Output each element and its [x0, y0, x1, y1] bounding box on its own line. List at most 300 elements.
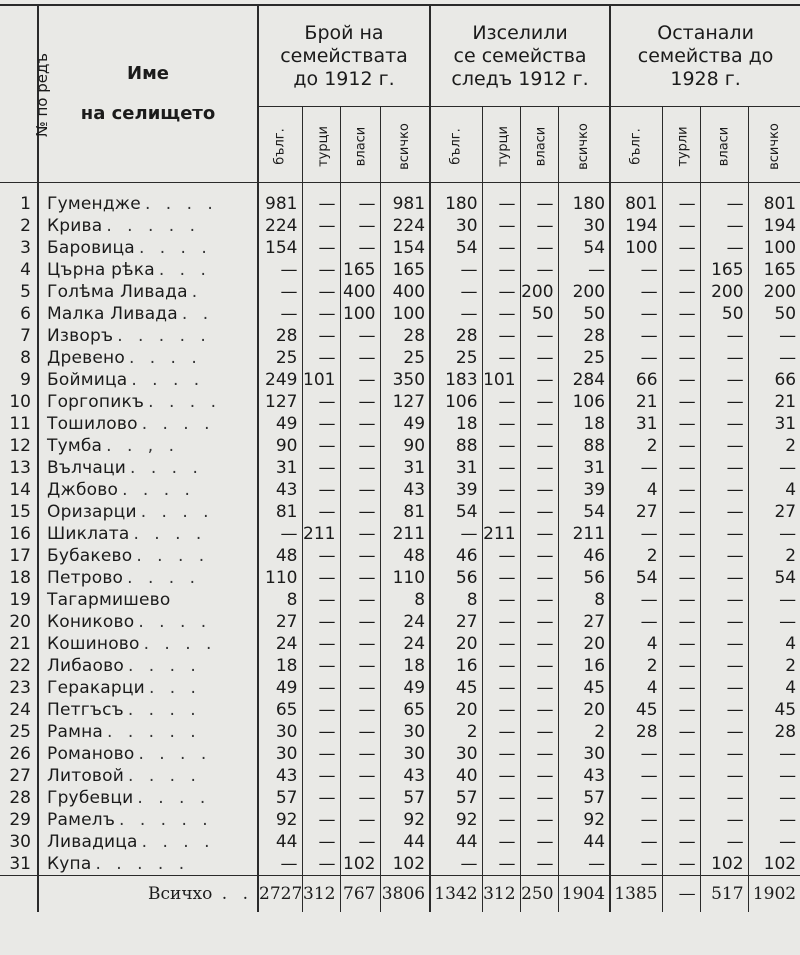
value-cell: 57: [430, 787, 482, 809]
row-number: 1: [20, 194, 31, 214]
value-cell: 20: [558, 633, 610, 655]
value-cell: —: [302, 303, 340, 325]
subheader-label: власи: [532, 126, 548, 167]
settlements-table: [0, 4, 800, 912]
value-cell: 100: [748, 237, 800, 259]
value-cell: 25: [258, 347, 302, 369]
leader-dots: . . . .: [127, 656, 201, 676]
table-row: [0, 347, 800, 369]
value-cell: 54: [430, 237, 482, 259]
row-number: 16: [9, 524, 31, 544]
value-cell: 54: [558, 237, 610, 259]
row-number: 4: [20, 260, 31, 280]
table-row: [0, 721, 800, 743]
settlement-name: Тагармишево: [47, 590, 171, 610]
settlement-name-cell: [38, 457, 258, 479]
group-line: се семейства: [453, 44, 587, 67]
table-row: [0, 303, 800, 325]
subheader-label: турли: [675, 126, 691, 167]
table-row: [0, 743, 800, 765]
settlement-name: Либаово: [47, 656, 124, 676]
settlement-name-cell: [38, 831, 258, 853]
header-name-line1: Име: [127, 63, 169, 84]
value-cell: 45: [558, 677, 610, 699]
leader-dots: . . . .: [130, 458, 203, 478]
value-cell: 31: [558, 457, 610, 479]
value-cell: —: [430, 303, 482, 325]
value-cell: —: [662, 853, 700, 876]
value-cell: 4: [610, 633, 662, 655]
total-label-cell: [38, 876, 258, 913]
value-cell: —: [700, 633, 748, 655]
table-row: [0, 787, 800, 809]
value-cell: —: [700, 183, 748, 216]
subheader-cell: [258, 107, 302, 183]
value-cell: 27: [430, 611, 482, 633]
value-cell: —: [340, 545, 380, 567]
value-cell: 45: [748, 699, 800, 721]
value-cell: 194: [610, 215, 662, 237]
total-value: 767: [340, 876, 380, 913]
table-row: [0, 523, 800, 545]
value-cell: —: [340, 501, 380, 523]
value-cell: —: [482, 633, 520, 655]
value-cell: 48: [258, 545, 302, 567]
header-group-families-1912: [258, 5, 430, 107]
leader-dots: . . . .: [138, 744, 212, 764]
value-cell: 28: [558, 325, 610, 347]
row-number: 30: [9, 832, 31, 852]
value-cell: —: [482, 281, 520, 303]
table-row: [0, 765, 800, 787]
value-cell: —: [482, 413, 520, 435]
value-cell: —: [520, 215, 558, 237]
value-cell: —: [302, 633, 340, 655]
value-cell: —: [302, 787, 340, 809]
value-cell: —: [662, 215, 700, 237]
value-cell: 21: [610, 391, 662, 413]
value-cell: 54: [430, 501, 482, 523]
leader-dots: . . . .: [128, 766, 201, 786]
value-cell: —: [482, 721, 520, 743]
value-cell: 100: [340, 303, 380, 325]
value-cell: —: [430, 259, 482, 281]
value-cell: 27: [610, 501, 662, 523]
value-cell: —: [520, 237, 558, 259]
value-cell: —: [340, 831, 380, 853]
value-cell: —: [700, 215, 748, 237]
value-cell: 57: [380, 787, 430, 809]
value-cell: —: [340, 237, 380, 259]
header-group-remaining-1928: [610, 5, 800, 107]
value-cell: —: [520, 523, 558, 545]
value-cell: —: [520, 809, 558, 831]
leader-dots: . . . .: [141, 832, 215, 852]
value-cell: 31: [610, 413, 662, 435]
settlement-name-cell: [38, 589, 258, 611]
subheader-cell: [748, 107, 800, 183]
value-cell: —: [662, 501, 700, 523]
value-cell: —: [520, 765, 558, 787]
value-cell: 180: [430, 183, 482, 216]
settlement-name: Петрово: [47, 568, 124, 588]
value-cell: —: [662, 435, 700, 457]
row-number: 29: [9, 810, 31, 830]
settlement-name: Купа: [47, 854, 92, 874]
settlement-name: Боймица: [47, 370, 128, 390]
value-cell: —: [520, 831, 558, 853]
value-cell: 30: [258, 743, 302, 765]
value-cell: 194: [748, 215, 800, 237]
row-number: 6: [20, 304, 31, 324]
subheader-cell: [380, 107, 430, 183]
value-cell: —: [258, 281, 302, 303]
leader-dots: . . . .: [136, 546, 210, 566]
value-cell: —: [482, 567, 520, 589]
value-cell: —: [340, 369, 380, 391]
value-cell: —: [340, 215, 380, 237]
value-cell: —: [662, 699, 700, 721]
settlement-name-cell: [38, 325, 258, 347]
value-cell: —: [558, 259, 610, 281]
value-cell: 224: [258, 215, 302, 237]
value-cell: —: [482, 611, 520, 633]
leader-dots: . . . .: [127, 700, 201, 720]
settlement-name: Грубевци: [47, 788, 134, 808]
value-cell: 183: [430, 369, 482, 391]
value-cell: —: [700, 567, 748, 589]
total-value: 2727: [258, 876, 302, 913]
value-cell: —: [340, 523, 380, 545]
value-cell: —: [662, 457, 700, 479]
value-cell: 30: [258, 721, 302, 743]
value-cell: —: [662, 765, 700, 787]
value-cell: —: [520, 589, 558, 611]
value-cell: —: [662, 303, 700, 325]
group-line: Изселили: [472, 21, 568, 44]
value-cell: 31: [748, 413, 800, 435]
value-cell: —: [520, 677, 558, 699]
settlement-name: Литовой: [47, 766, 125, 786]
value-cell: 66: [748, 369, 800, 391]
row-number: 25: [9, 722, 31, 742]
value-cell: —: [610, 743, 662, 765]
value-cell: —: [340, 633, 380, 655]
value-cell: 127: [258, 391, 302, 413]
value-cell: —: [700, 831, 748, 853]
value-cell: —: [302, 743, 340, 765]
value-cell: —: [662, 787, 700, 809]
leader-dots: . . , .: [106, 436, 179, 456]
value-cell: —: [302, 281, 340, 303]
row-number: 17: [9, 546, 31, 566]
value-cell: 88: [430, 435, 482, 457]
value-cell: 46: [558, 545, 610, 567]
value-cell: —: [302, 215, 340, 237]
row-number: 8: [20, 348, 31, 368]
value-cell: —: [700, 721, 748, 743]
value-cell: 39: [430, 479, 482, 501]
value-cell: —: [520, 633, 558, 655]
value-cell: —: [662, 391, 700, 413]
table-row: [0, 435, 800, 457]
subheader-cell: [430, 107, 482, 183]
value-cell: —: [662, 523, 700, 545]
value-cell: 249: [258, 369, 302, 391]
value-cell: 2: [610, 655, 662, 677]
value-cell: —: [748, 457, 800, 479]
value-cell: 49: [258, 677, 302, 699]
settlement-name-cell: [38, 347, 258, 369]
value-cell: 30: [558, 743, 610, 765]
value-cell: —: [302, 853, 340, 876]
value-cell: —: [520, 325, 558, 347]
header-settlement-name: [38, 5, 258, 183]
settlement-name-cell: [38, 699, 258, 721]
value-cell: —: [482, 545, 520, 567]
value-cell: 8: [380, 589, 430, 611]
value-cell: 44: [258, 831, 302, 853]
table-body: [0, 183, 800, 876]
value-cell: 24: [258, 633, 302, 655]
settlement-name: Баровица: [47, 238, 135, 258]
value-cell: 81: [380, 501, 430, 523]
value-cell: —: [482, 589, 520, 611]
value-cell: 981: [258, 183, 302, 216]
settlement-name-cell: [38, 501, 258, 523]
value-cell: 81: [258, 501, 302, 523]
value-cell: 165: [700, 259, 748, 281]
table-row: [0, 391, 800, 413]
total-value: —: [662, 876, 700, 913]
subheader-label: всичко: [397, 123, 413, 170]
value-cell: —: [662, 413, 700, 435]
value-cell: —: [700, 347, 748, 369]
value-cell: —: [610, 303, 662, 325]
value-cell: —: [302, 347, 340, 369]
value-cell: —: [520, 479, 558, 501]
value-cell: —: [430, 523, 482, 545]
value-cell: —: [340, 567, 380, 589]
value-cell: 400: [380, 281, 430, 303]
row-number: 27: [9, 766, 31, 786]
value-cell: —: [520, 699, 558, 721]
value-cell: —: [748, 589, 800, 611]
value-cell: —: [520, 501, 558, 523]
value-cell: —: [610, 347, 662, 369]
value-cell: —: [340, 699, 380, 721]
value-cell: 2: [748, 545, 800, 567]
settlement-name: Гумендже: [47, 194, 141, 214]
value-cell: —: [662, 809, 700, 831]
value-cell: —: [482, 391, 520, 413]
value-cell: —: [340, 479, 380, 501]
subheader-cell: [662, 107, 700, 183]
value-cell: 25: [430, 347, 482, 369]
total-value: 1385: [610, 876, 662, 913]
leader-dots: . . . . .: [106, 216, 200, 236]
value-cell: 18: [258, 655, 302, 677]
leader-dots: . . . .: [127, 568, 200, 588]
subheader-cell: [340, 107, 380, 183]
value-cell: 49: [380, 413, 430, 435]
value-cell: —: [662, 677, 700, 699]
leader-dots: . . . .: [131, 370, 205, 390]
value-cell: 211: [558, 523, 610, 545]
value-cell: 31: [430, 457, 482, 479]
value-cell: 44: [380, 831, 430, 853]
value-cell: —: [258, 853, 302, 876]
value-cell: —: [700, 391, 748, 413]
settlement-name-cell: [38, 545, 258, 567]
value-cell: —: [610, 457, 662, 479]
leader-dots: . . . .: [133, 524, 207, 544]
value-cell: —: [610, 611, 662, 633]
value-cell: 43: [558, 765, 610, 787]
value-cell: 56: [430, 567, 482, 589]
row-number: 19: [9, 590, 31, 610]
value-cell: 20: [558, 699, 610, 721]
value-cell: 8: [430, 589, 482, 611]
value-cell: 25: [558, 347, 610, 369]
value-cell: —: [302, 457, 340, 479]
settlement-name: Крива: [47, 216, 103, 236]
value-cell: —: [482, 237, 520, 259]
value-cell: 2: [430, 721, 482, 743]
value-cell: 224: [380, 215, 430, 237]
settlement-name: Малка Ливада: [47, 304, 178, 324]
value-cell: —: [302, 589, 340, 611]
value-cell: —: [340, 183, 380, 216]
value-cell: 27: [748, 501, 800, 523]
value-cell: —: [302, 831, 340, 853]
row-number: 28: [9, 788, 31, 808]
value-cell: 54: [748, 567, 800, 589]
value-cell: 8: [558, 589, 610, 611]
row-number: 2: [20, 216, 31, 236]
table-row: [0, 633, 800, 655]
value-cell: —: [700, 523, 748, 545]
value-cell: —: [520, 369, 558, 391]
value-cell: 2: [748, 655, 800, 677]
value-cell: 90: [380, 435, 430, 457]
value-cell: 18: [558, 413, 610, 435]
value-cell: 28: [380, 325, 430, 347]
value-cell: —: [662, 545, 700, 567]
settlement-name-cell: [38, 809, 258, 831]
value-cell: 154: [380, 237, 430, 259]
row-number: 5: [20, 282, 31, 302]
value-cell: —: [610, 589, 662, 611]
value-cell: —: [700, 501, 748, 523]
value-cell: 102: [380, 853, 430, 876]
value-cell: —: [258, 523, 302, 545]
value-cell: —: [302, 809, 340, 831]
settlement-name: Тошилово: [47, 414, 138, 434]
settlement-name: Джбово: [47, 480, 119, 500]
table-row: [0, 611, 800, 633]
settlement-name-cell: [38, 391, 258, 413]
value-cell: 106: [558, 391, 610, 413]
value-cell: 350: [380, 369, 430, 391]
value-cell: —: [302, 413, 340, 435]
value-cell: 65: [380, 699, 430, 721]
total-value: 1902: [748, 876, 800, 913]
table-row: [0, 831, 800, 853]
row-number: 21: [9, 634, 31, 654]
group-line: Останали: [657, 21, 754, 44]
subheader-label: всичко: [766, 123, 782, 170]
value-cell: 30: [380, 721, 430, 743]
leader-dots: . .: [181, 304, 214, 324]
value-cell: —: [520, 347, 558, 369]
value-cell: 31: [258, 457, 302, 479]
subheader-label: бълг.: [448, 128, 464, 165]
value-cell: 284: [558, 369, 610, 391]
row-number: 9: [20, 370, 31, 390]
value-cell: 200: [520, 281, 558, 303]
value-cell: —: [520, 391, 558, 413]
value-cell: —: [662, 655, 700, 677]
value-cell: 28: [748, 721, 800, 743]
table-header: [0, 5, 800, 183]
value-cell: 45: [610, 699, 662, 721]
value-cell: 65: [258, 699, 302, 721]
row-number: 13: [9, 458, 31, 478]
settlement-name: Църна рѣка: [47, 260, 155, 280]
table-row: [0, 699, 800, 721]
value-cell: —: [482, 479, 520, 501]
value-cell: 400: [340, 281, 380, 303]
value-cell: —: [662, 611, 700, 633]
subheader-cell: [700, 107, 748, 183]
group-line: семейства до: [637, 44, 774, 67]
value-cell: 2: [610, 435, 662, 457]
value-cell: —: [482, 457, 520, 479]
value-cell: —: [482, 765, 520, 787]
settlement-name-cell: [38, 787, 258, 809]
value-cell: 30: [430, 215, 482, 237]
table-row: [0, 281, 800, 303]
value-cell: 50: [700, 303, 748, 325]
settlement-name: Шиклата: [47, 524, 130, 544]
leader-dots: . . . . .: [119, 810, 213, 830]
value-cell: —: [340, 721, 380, 743]
value-cell: 46: [430, 545, 482, 567]
settlement-name-cell: [38, 853, 258, 876]
value-cell: —: [302, 765, 340, 787]
value-cell: —: [302, 237, 340, 259]
value-cell: 101: [302, 369, 340, 391]
value-cell: —: [482, 809, 520, 831]
value-cell: 44: [430, 831, 482, 853]
settlement-name-cell: [38, 303, 258, 325]
row-number: 31: [9, 854, 31, 874]
value-cell: 2: [558, 721, 610, 743]
leader-dots: .: [191, 282, 203, 302]
value-cell: —: [610, 853, 662, 876]
settlement-name-cell: [38, 369, 258, 391]
settlement-name-cell: [38, 655, 258, 677]
value-cell: —: [610, 523, 662, 545]
value-cell: 24: [380, 633, 430, 655]
value-cell: 21: [748, 391, 800, 413]
settlement-name: Оризарци: [47, 502, 137, 522]
leader-dots: . . . .: [148, 392, 221, 412]
value-cell: —: [302, 611, 340, 633]
value-cell: —: [340, 391, 380, 413]
leader-dots: . . . . .: [107, 722, 201, 742]
